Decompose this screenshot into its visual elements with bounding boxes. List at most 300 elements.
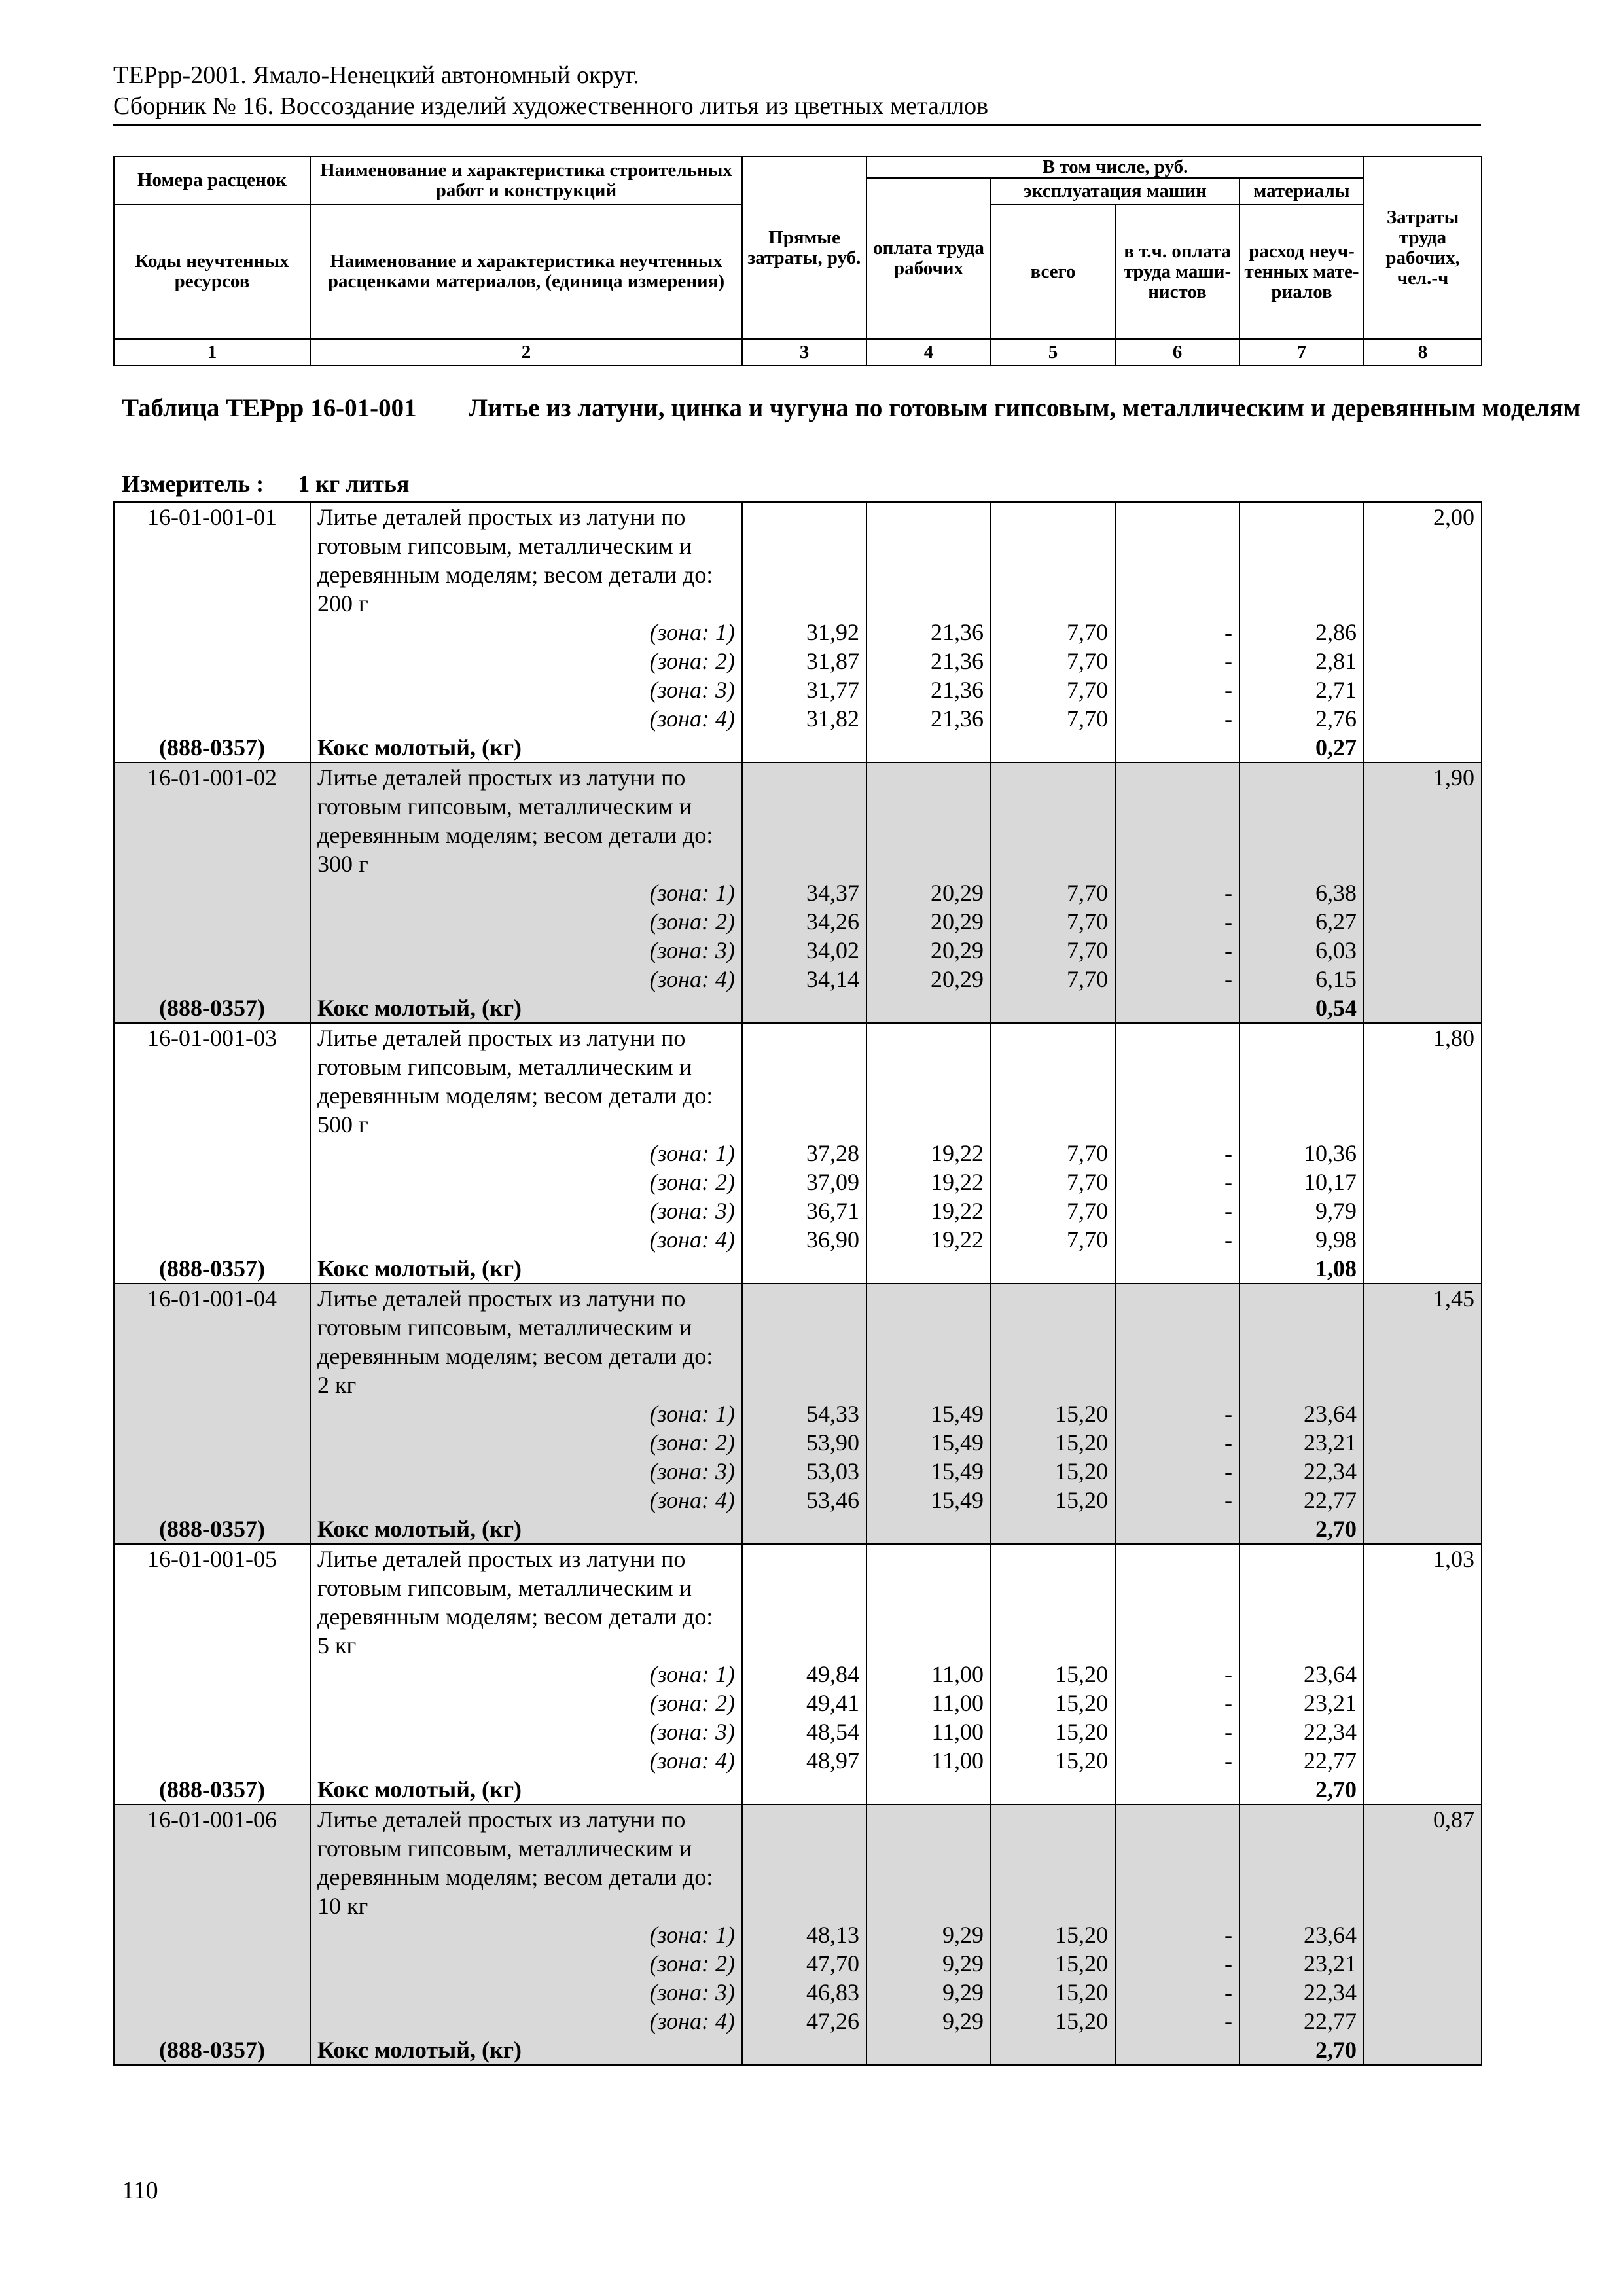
zone-label: (зона: 3) (310, 1717, 742, 1746)
rate-code: 16-01-001-06 (114, 1804, 310, 1834)
rate-description: готовым гипсовым, металлическим и (310, 1052, 742, 1081)
materials: 23,64 (1240, 1920, 1364, 1949)
empty-cell (114, 1863, 310, 1892)
empty-cell (991, 1254, 1115, 1283)
empty-cell (1240, 1342, 1364, 1371)
empty-cell (114, 1717, 310, 1746)
empty-cell (1364, 560, 1482, 589)
zone-label: (зона: 4) (310, 2007, 742, 2036)
rate-description-row (114, 1081, 1482, 1110)
column-number: 4 (866, 339, 991, 365)
resource-name: Кокс молотый, (кг) (310, 1254, 742, 1283)
empty-cell (114, 1139, 310, 1168)
empty-cell (1364, 1225, 1482, 1254)
zone-row (114, 704, 1482, 733)
column-number: 3 (742, 339, 866, 365)
resource-name: Кокс молотый, (кг) (310, 994, 742, 1023)
materials: 2,76 (1240, 704, 1364, 733)
resource-name: Кокс молотый, (кг) (310, 1515, 742, 1544)
labor-pay: 21,36 (866, 647, 991, 675)
empty-cell (114, 1486, 310, 1515)
empty-cell (114, 878, 310, 907)
zone-label: (зона: 1) (310, 878, 742, 907)
materials: 2,81 (1240, 647, 1364, 675)
labor-pay: 15,49 (866, 1428, 991, 1457)
empty-cell (1240, 821, 1364, 850)
resource-name: Кокс молотый, (кг) (310, 1775, 742, 1804)
machines-total: 7,70 (991, 1225, 1115, 1254)
machines-total: 15,20 (991, 2007, 1115, 2036)
empty-cell (742, 1515, 866, 1544)
resource-name: Кокс молотый, (кг) (310, 733, 742, 762)
materials: 22,77 (1240, 2007, 1364, 2036)
empty-cell (742, 821, 866, 850)
empty-cell (866, 1804, 991, 1834)
resource-quantity: 2,70 (1240, 2036, 1364, 2065)
machines-total: 7,70 (991, 618, 1115, 647)
rate-description: деревянным моделям; весом детали до: (310, 1342, 742, 1371)
empty-cell (114, 1631, 310, 1660)
empty-cell (991, 821, 1115, 850)
empty-cell (866, 1110, 991, 1139)
empty-cell (114, 2007, 310, 2036)
empty-cell (1364, 1573, 1482, 1602)
empty-cell (1364, 965, 1482, 994)
empty-cell (1115, 821, 1240, 850)
empty-cell (1115, 1573, 1240, 1602)
empty-cell (114, 589, 310, 618)
empty-cell (114, 647, 310, 675)
empty-cell (114, 1892, 310, 1920)
labor-pay: 11,00 (866, 1717, 991, 1746)
column-number: 2 (310, 339, 742, 365)
direct-costs: 34,14 (742, 965, 866, 994)
empty-cell (1364, 1515, 1482, 1544)
resource-code: (888-0357) (114, 733, 310, 762)
empty-cell (991, 2036, 1115, 2065)
empty-cell (1364, 2036, 1482, 2065)
header-rate-numbers: Номера расценок (114, 156, 310, 204)
machinist-pay: - (1115, 2007, 1240, 2036)
empty-cell (742, 1863, 866, 1892)
direct-costs: 47,70 (742, 1949, 866, 1978)
rate-description: деревянным моделям; весом детали до: (310, 1602, 742, 1631)
zone-row (114, 1399, 1482, 1428)
empty-cell (114, 1949, 310, 1978)
empty-cell (991, 1834, 1115, 1863)
empty-cell (742, 733, 866, 762)
empty-cell (114, 1110, 310, 1139)
machinist-pay: - (1115, 704, 1240, 733)
machines-total: 15,20 (991, 1457, 1115, 1486)
empty-cell (866, 1371, 991, 1399)
zone-row (114, 878, 1482, 907)
empty-cell (866, 531, 991, 560)
resource-row (114, 1254, 1482, 1283)
rate-description: 200 г (310, 589, 742, 618)
empty-cell (742, 1804, 866, 1834)
machines-total: 15,20 (991, 1660, 1115, 1689)
table-name: Литье из латуни, цинка и чугуна по готовым гипсовым, металлическим и деревянным моделям (469, 394, 1581, 422)
empty-cell (114, 1428, 310, 1457)
header-material-name: Наименование и характеристика неучтенных расценками материалов, (единица измерения) (310, 204, 742, 339)
rate-description-row (114, 531, 1482, 560)
empty-cell (114, 1978, 310, 2007)
empty-cell (114, 1660, 310, 1689)
empty-cell (1364, 1139, 1482, 1168)
materials: 9,98 (1240, 1225, 1364, 1254)
direct-costs: 31,92 (742, 618, 866, 647)
empty-cell (1240, 1110, 1364, 1139)
resource-quantity: 2,70 (1240, 1515, 1364, 1544)
empty-cell (742, 1544, 866, 1573)
empty-cell (1364, 1313, 1482, 1342)
empty-cell (1364, 1892, 1482, 1920)
empty-cell (742, 1283, 866, 1313)
resource-quantity: 1,08 (1240, 1254, 1364, 1283)
empty-cell (1364, 792, 1482, 821)
direct-costs: 48,54 (742, 1717, 866, 1746)
empty-cell (991, 1602, 1115, 1631)
empty-cell (114, 1920, 310, 1949)
empty-cell (866, 1631, 991, 1660)
empty-cell (866, 1283, 991, 1313)
direct-costs: 31,87 (742, 647, 866, 675)
empty-cell (866, 1892, 991, 1920)
measure-unit: 1 кг литья (298, 471, 410, 497)
column-number: 6 (1115, 339, 1240, 365)
empty-cell (1364, 878, 1482, 907)
empty-cell (1364, 1775, 1482, 1804)
empty-cell (991, 560, 1115, 589)
empty-cell (1115, 1371, 1240, 1399)
zone-label: (зона: 4) (310, 1746, 742, 1775)
empty-cell (991, 1052, 1115, 1081)
rate-description: 5 кг (310, 1631, 742, 1660)
machinist-pay: - (1115, 1660, 1240, 1689)
direct-costs: 47,26 (742, 2007, 866, 2036)
machines-total: 15,20 (991, 1689, 1115, 1717)
empty-cell (1364, 1196, 1482, 1225)
zone-label: (зона: 2) (310, 1949, 742, 1978)
empty-cell (991, 1573, 1115, 1602)
empty-cell (1115, 531, 1240, 560)
rate-description: Литье деталей простых из латуни по (310, 762, 742, 792)
empty-cell (1364, 1254, 1482, 1283)
empty-cell (1364, 1081, 1482, 1110)
labor-pay: 20,29 (866, 965, 991, 994)
empty-cell (1364, 2007, 1482, 2036)
rate-description: Литье деталей простых из латуни по (310, 1283, 742, 1313)
empty-cell (114, 1602, 310, 1631)
header-rule (113, 124, 1481, 126)
labor-pay: 11,00 (866, 1746, 991, 1775)
rate-description: готовым гипсовым, металлическим и (310, 1573, 742, 1602)
direct-costs: 31,82 (742, 704, 866, 733)
zone-label: (зона: 1) (310, 1920, 742, 1949)
machinist-pay: - (1115, 1689, 1240, 1717)
resource-quantity: 0,27 (1240, 733, 1364, 762)
empty-cell (991, 733, 1115, 762)
empty-cell (1364, 994, 1482, 1023)
machinist-pay: - (1115, 1399, 1240, 1428)
labor-pay: 19,22 (866, 1196, 991, 1225)
empty-cell (866, 1775, 991, 1804)
empty-cell (1364, 1834, 1482, 1863)
empty-cell (114, 675, 310, 704)
machines-total: 15,20 (991, 1428, 1115, 1457)
labor-pay: 20,29 (866, 878, 991, 907)
empty-cell (1240, 1602, 1364, 1631)
empty-cell (1364, 733, 1482, 762)
header-materials: материалы (1240, 178, 1364, 204)
materials: 23,21 (1240, 1689, 1364, 1717)
empty-cell (114, 1834, 310, 1863)
rate-description-row (114, 1834, 1482, 1863)
machines-total: 7,70 (991, 675, 1115, 704)
empty-cell (1115, 1602, 1240, 1631)
zone-row (114, 965, 1482, 994)
rate-code: 16-01-001-01 (114, 502, 310, 531)
rate-description: Литье деталей простых из латуни по (310, 1804, 742, 1834)
empty-cell (742, 1254, 866, 1283)
measure-line (122, 470, 409, 497)
machines-total: 7,70 (991, 704, 1115, 733)
empty-cell (114, 1196, 310, 1225)
empty-cell (114, 965, 310, 994)
rate-description: готовым гипсовым, металлическим и (310, 531, 742, 560)
empty-cell (114, 618, 310, 647)
rate-description-row (114, 1313, 1482, 1342)
empty-cell (991, 792, 1115, 821)
empty-cell (866, 1834, 991, 1863)
empty-cell (114, 1457, 310, 1486)
rate-description: деревянным моделям; весом детали до: (310, 1863, 742, 1892)
empty-cell (742, 1892, 866, 1920)
empty-cell (1115, 1110, 1240, 1139)
empty-cell (991, 1081, 1115, 1110)
empty-cell (114, 1573, 310, 1602)
empty-cell (114, 704, 310, 733)
header-title: ТЕРрр-2001. Ямало-Ненецкий автономный округ. (113, 62, 639, 89)
empty-cell (1240, 1081, 1364, 1110)
labor-pay: 20,29 (866, 907, 991, 936)
header-direct-costs: Прямые затраты, руб. (742, 156, 866, 339)
empty-cell (1115, 1342, 1240, 1371)
rate-description: деревянным моделям; весом детали до: (310, 1081, 742, 1110)
labor-pay: 21,36 (866, 704, 991, 733)
empty-cell (866, 1052, 991, 1081)
empty-cell (742, 1371, 866, 1399)
zone-label: (зона: 1) (310, 1139, 742, 1168)
empty-cell (1115, 1313, 1240, 1342)
machines-total: 7,70 (991, 936, 1115, 965)
empty-cell (114, 560, 310, 589)
empty-cell (1364, 850, 1482, 878)
rate-description: 300 г (310, 850, 742, 878)
direct-costs: 31,77 (742, 675, 866, 704)
zone-row (114, 1746, 1482, 1775)
rate-description: Литье деталей простых из латуни по (310, 1023, 742, 1052)
empty-cell (991, 1631, 1115, 1660)
zone-row (114, 1717, 1482, 1746)
empty-cell (1240, 531, 1364, 560)
empty-cell (114, 531, 310, 560)
zone-row (114, 2007, 1482, 2036)
empty-cell (1240, 1544, 1364, 1573)
empty-cell (991, 1892, 1115, 1920)
direct-costs: 36,71 (742, 1196, 866, 1225)
column-number: 1 (114, 339, 310, 365)
empty-cell (1115, 1515, 1240, 1544)
materials: 10,36 (1240, 1139, 1364, 1168)
empty-cell (742, 560, 866, 589)
empty-cell (1240, 1283, 1364, 1313)
empty-cell (114, 792, 310, 821)
page-header (113, 60, 1481, 122)
empty-cell (866, 1573, 991, 1602)
machinist-pay: - (1115, 1168, 1240, 1196)
rate-description: готовым гипсовым, металлическим и (310, 1313, 742, 1342)
resource-name: Кокс молотый, (кг) (310, 2036, 742, 2065)
materials: 2,71 (1240, 675, 1364, 704)
rate-description-row (114, 821, 1482, 850)
labor-pay: 11,00 (866, 1689, 991, 1717)
labor-pay: 15,49 (866, 1399, 991, 1428)
resource-code: (888-0357) (114, 2036, 310, 2065)
labor-costs: 0,87 (1364, 1804, 1482, 1834)
resource-row (114, 994, 1482, 1023)
empty-cell (1364, 1052, 1482, 1081)
empty-cell (114, 1342, 310, 1371)
empty-cell (1115, 1775, 1240, 1804)
empty-cell (866, 1863, 991, 1892)
empty-cell (114, 1225, 310, 1254)
labor-pay: 21,36 (866, 675, 991, 704)
empty-cell (1115, 1863, 1240, 1892)
empty-cell (991, 1313, 1115, 1342)
machinist-pay: - (1115, 936, 1240, 965)
zone-row (114, 1920, 1482, 1949)
empty-cell (866, 502, 991, 531)
materials: 6,38 (1240, 878, 1364, 907)
empty-cell (1364, 1920, 1482, 1949)
labor-costs: 1,45 (1364, 1283, 1482, 1313)
empty-cell (991, 1515, 1115, 1544)
materials: 22,77 (1240, 1746, 1364, 1775)
direct-costs: 53,03 (742, 1457, 866, 1486)
empty-cell (1364, 618, 1482, 647)
empty-cell (866, 1544, 991, 1573)
materials: 23,21 (1240, 1428, 1364, 1457)
machinist-pay: - (1115, 907, 1240, 936)
zone-label: (зона: 3) (310, 1457, 742, 1486)
labor-costs: 1,80 (1364, 1023, 1482, 1052)
machinist-pay: - (1115, 618, 1240, 647)
empty-cell (1364, 589, 1482, 618)
zone-label: (зона: 3) (310, 1978, 742, 2007)
empty-cell (742, 1631, 866, 1660)
machines-total: 15,20 (991, 1399, 1115, 1428)
empty-cell (1115, 1081, 1240, 1110)
empty-cell (114, 1313, 310, 1342)
zone-label: (зона: 2) (310, 647, 742, 675)
zone-label: (зона: 3) (310, 675, 742, 704)
column-header-table (113, 156, 1482, 366)
labor-costs: 1,03 (1364, 1544, 1482, 1573)
column-number: 8 (1364, 339, 1482, 365)
header-machines-total: всего (991, 204, 1115, 339)
empty-cell (1115, 733, 1240, 762)
rate-code: 16-01-001-04 (114, 1283, 310, 1313)
rate-description-row (114, 1110, 1482, 1139)
empty-cell (114, 821, 310, 850)
header-work-name: Наименование и характеристика строительных работ и конструкций (310, 156, 742, 204)
empty-cell (1240, 792, 1364, 821)
empty-cell (1240, 1863, 1364, 1892)
page-number: 110 (122, 2177, 158, 2204)
empty-cell (1364, 531, 1482, 560)
empty-cell (866, 792, 991, 821)
empty-cell (1115, 994, 1240, 1023)
empty-cell (114, 1081, 310, 1110)
direct-costs: 34,37 (742, 878, 866, 907)
machinist-pay: - (1115, 1486, 1240, 1515)
empty-cell (991, 1544, 1115, 1573)
rate-description-row (114, 1804, 1482, 1834)
labor-pay: 21,36 (866, 618, 991, 647)
empty-cell (1240, 1052, 1364, 1081)
empty-cell (866, 994, 991, 1023)
empty-cell (1240, 1573, 1364, 1602)
materials: 6,03 (1240, 936, 1364, 965)
empty-cell (1240, 1371, 1364, 1399)
resource-code: (888-0357) (114, 994, 310, 1023)
empty-cell (1364, 1342, 1482, 1371)
empty-cell (866, 2036, 991, 2065)
zone-row (114, 1660, 1482, 1689)
zone-row (114, 1457, 1482, 1486)
empty-cell (1240, 1834, 1364, 1863)
empty-cell (742, 850, 866, 878)
empty-cell (742, 1313, 866, 1342)
empty-cell (1364, 675, 1482, 704)
rate-description-row (114, 1863, 1482, 1892)
empty-cell (991, 850, 1115, 878)
machines-total: 15,20 (991, 1920, 1115, 1949)
empty-cell (742, 994, 866, 1023)
empty-cell (991, 994, 1115, 1023)
materials: 10,17 (1240, 1168, 1364, 1196)
measure-label: Измеритель : (122, 471, 264, 497)
empty-cell (866, 1602, 991, 1631)
empty-cell (991, 1775, 1115, 1804)
machines-total: 7,70 (991, 1168, 1115, 1196)
rate-description-row (114, 1544, 1482, 1573)
empty-cell (1364, 1110, 1482, 1139)
resource-row (114, 733, 1482, 762)
empty-cell (1240, 1804, 1364, 1834)
materials: 23,64 (1240, 1399, 1364, 1428)
zone-row (114, 1428, 1482, 1457)
empty-cell (114, 1399, 310, 1428)
machines-total: 15,20 (991, 1978, 1115, 2007)
empty-cell (1115, 1052, 1240, 1081)
materials: 22,34 (1240, 1457, 1364, 1486)
empty-cell (1115, 502, 1240, 531)
empty-cell (991, 1342, 1115, 1371)
machinist-pay: - (1115, 1978, 1240, 2007)
